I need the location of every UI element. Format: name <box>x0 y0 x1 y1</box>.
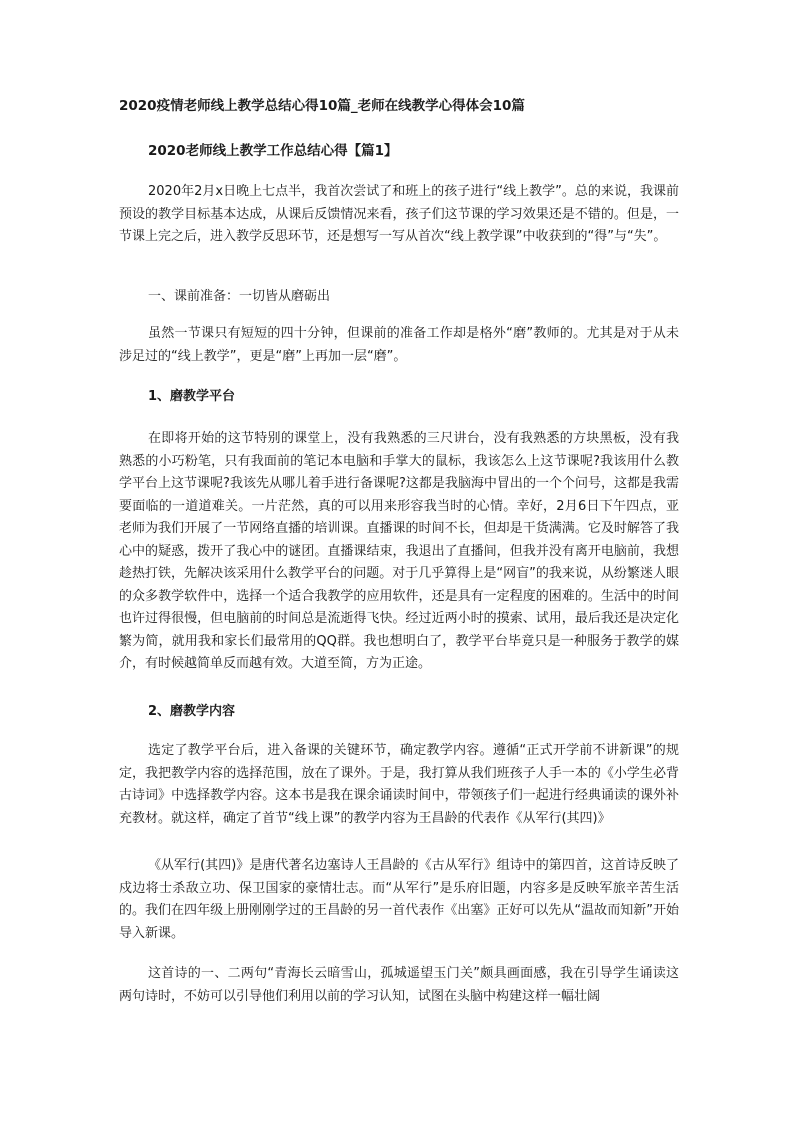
paragraph-intro: 2020年2月x日晚上七点半，我首次尝试了和班上的孩子进行“线上教学”。总的来说，我课前预设的教学目标基本达成，从课后反馈情况来看，孩子们这节课的学习效果还是不错的。但是，一节课上完之后，进入教学反思环节，还是想写一写从首次“线上教学课”中收获到的“得”与“失”。 <box>119 184 679 244</box>
heading-teaching-content: 2、磨教学内容 <box>148 704 236 719</box>
heading-teaching-platform: 1、磨教学平台 <box>148 389 236 404</box>
paragraph-poem-lines: 这首诗的一、二两句“青海长云暗雪山，孤城遥望玉门关”颇具画面感，我在引导学生诵读这两句诗时，不妨可以引导他们利用以前的学习认知，试图在头脑中构建这样一幅壮阔 <box>119 966 679 1004</box>
paragraph-preparation: 虽然一节课只有短短的四十分钟，但课前的准备工作却是格外“磨”教师的。尤其是对于从未涉足过的“线上教学”，更是“磨”上再加一层“磨”。 <box>119 326 679 364</box>
document-title: 2020疫情老师线上教学总结心得10篇_老师在线教学心得体会10篇 <box>119 98 525 114</box>
paragraph-poem-intro: 《从军行(其四)》是唐代著名边塞诗人王昌龄的《古从军行》组诗中的第四首，这首诗反映了戍边将士杀敌立功、保卫国家的豪情壮志。而“从军行”是乐府旧题，内容多是反映军旅辛苦生活的。我们在四年级上册刚刚学过的王昌龄的另一首代表作《出塞》正好可以先从“温故而知新”开始导入新课。 <box>119 858 679 941</box>
paragraph-teaching-content: 选定了教学平台后，进入备课的关键环节，确定教学内容。遵循“正式开学前不讲新课”的规定，我把教学内容的选择范围，放在了课外。于是，我打算从我们班孩子人手一本的《小学生必背古诗词》中选择教学内容。这本书是我在课余诵读时间中，带领孩子们一起进行经典诵读的课外补充教材。就这样，确定了首节“线上课”的教学内容为王昌龄的代表作《从军行(其四)》 <box>119 743 679 826</box>
paragraph-teaching-platform: 在即将开始的这节特别的课堂上，没有我熟悉的三尺讲台，没有我熟悉的方块黑板，没有我熟悉的小巧粉笔，只有我面前的笔记本电脑和手掌大的鼠标，我该怎么上这节课呢?我该用什么教学平台上这节课呢?我该先从哪儿着手进行备课呢?这都是我脑海中冒出的一个个问号，这都是我需要面临的一道道难关。一片茫然，真的可以用来形容我当时的心情。幸好，2月6日下午四点，亚老师为我们开展了一节网络直播的培训课。直播课的时间不长，但却是干货满满。它及时解答了我心中的疑惑，拨开了我心中的谜团。直播课结束，我退出了直播间，但我并没有离开电脑前，我想趁热打铁，先解决该采用什么教学平台的问题。对于几乎算得上是“网盲”的我来说，从纷繁迷人眼的众多教学软件中，选择一个适合我教学的应用软件，还是具有一定程度的困难的。生活中的时间也许过得很慢，但电脑前的时间总是流逝得飞快。经过近两小时的摸索、试用，最后我还是决定化繁为简，就用我和家长们最常用的QQ群。我也想明白了，教学平台毕竟只是一种服务于教学的媒介，有时候越简单反而越有效。大道至简，方为正途。 <box>119 431 679 671</box>
heading-class-preparation: 一、课前准备：一切皆从磨砺出 <box>148 289 331 304</box>
section-title: 2020老师线上教学工作总结心得【篇1】 <box>148 143 398 159</box>
